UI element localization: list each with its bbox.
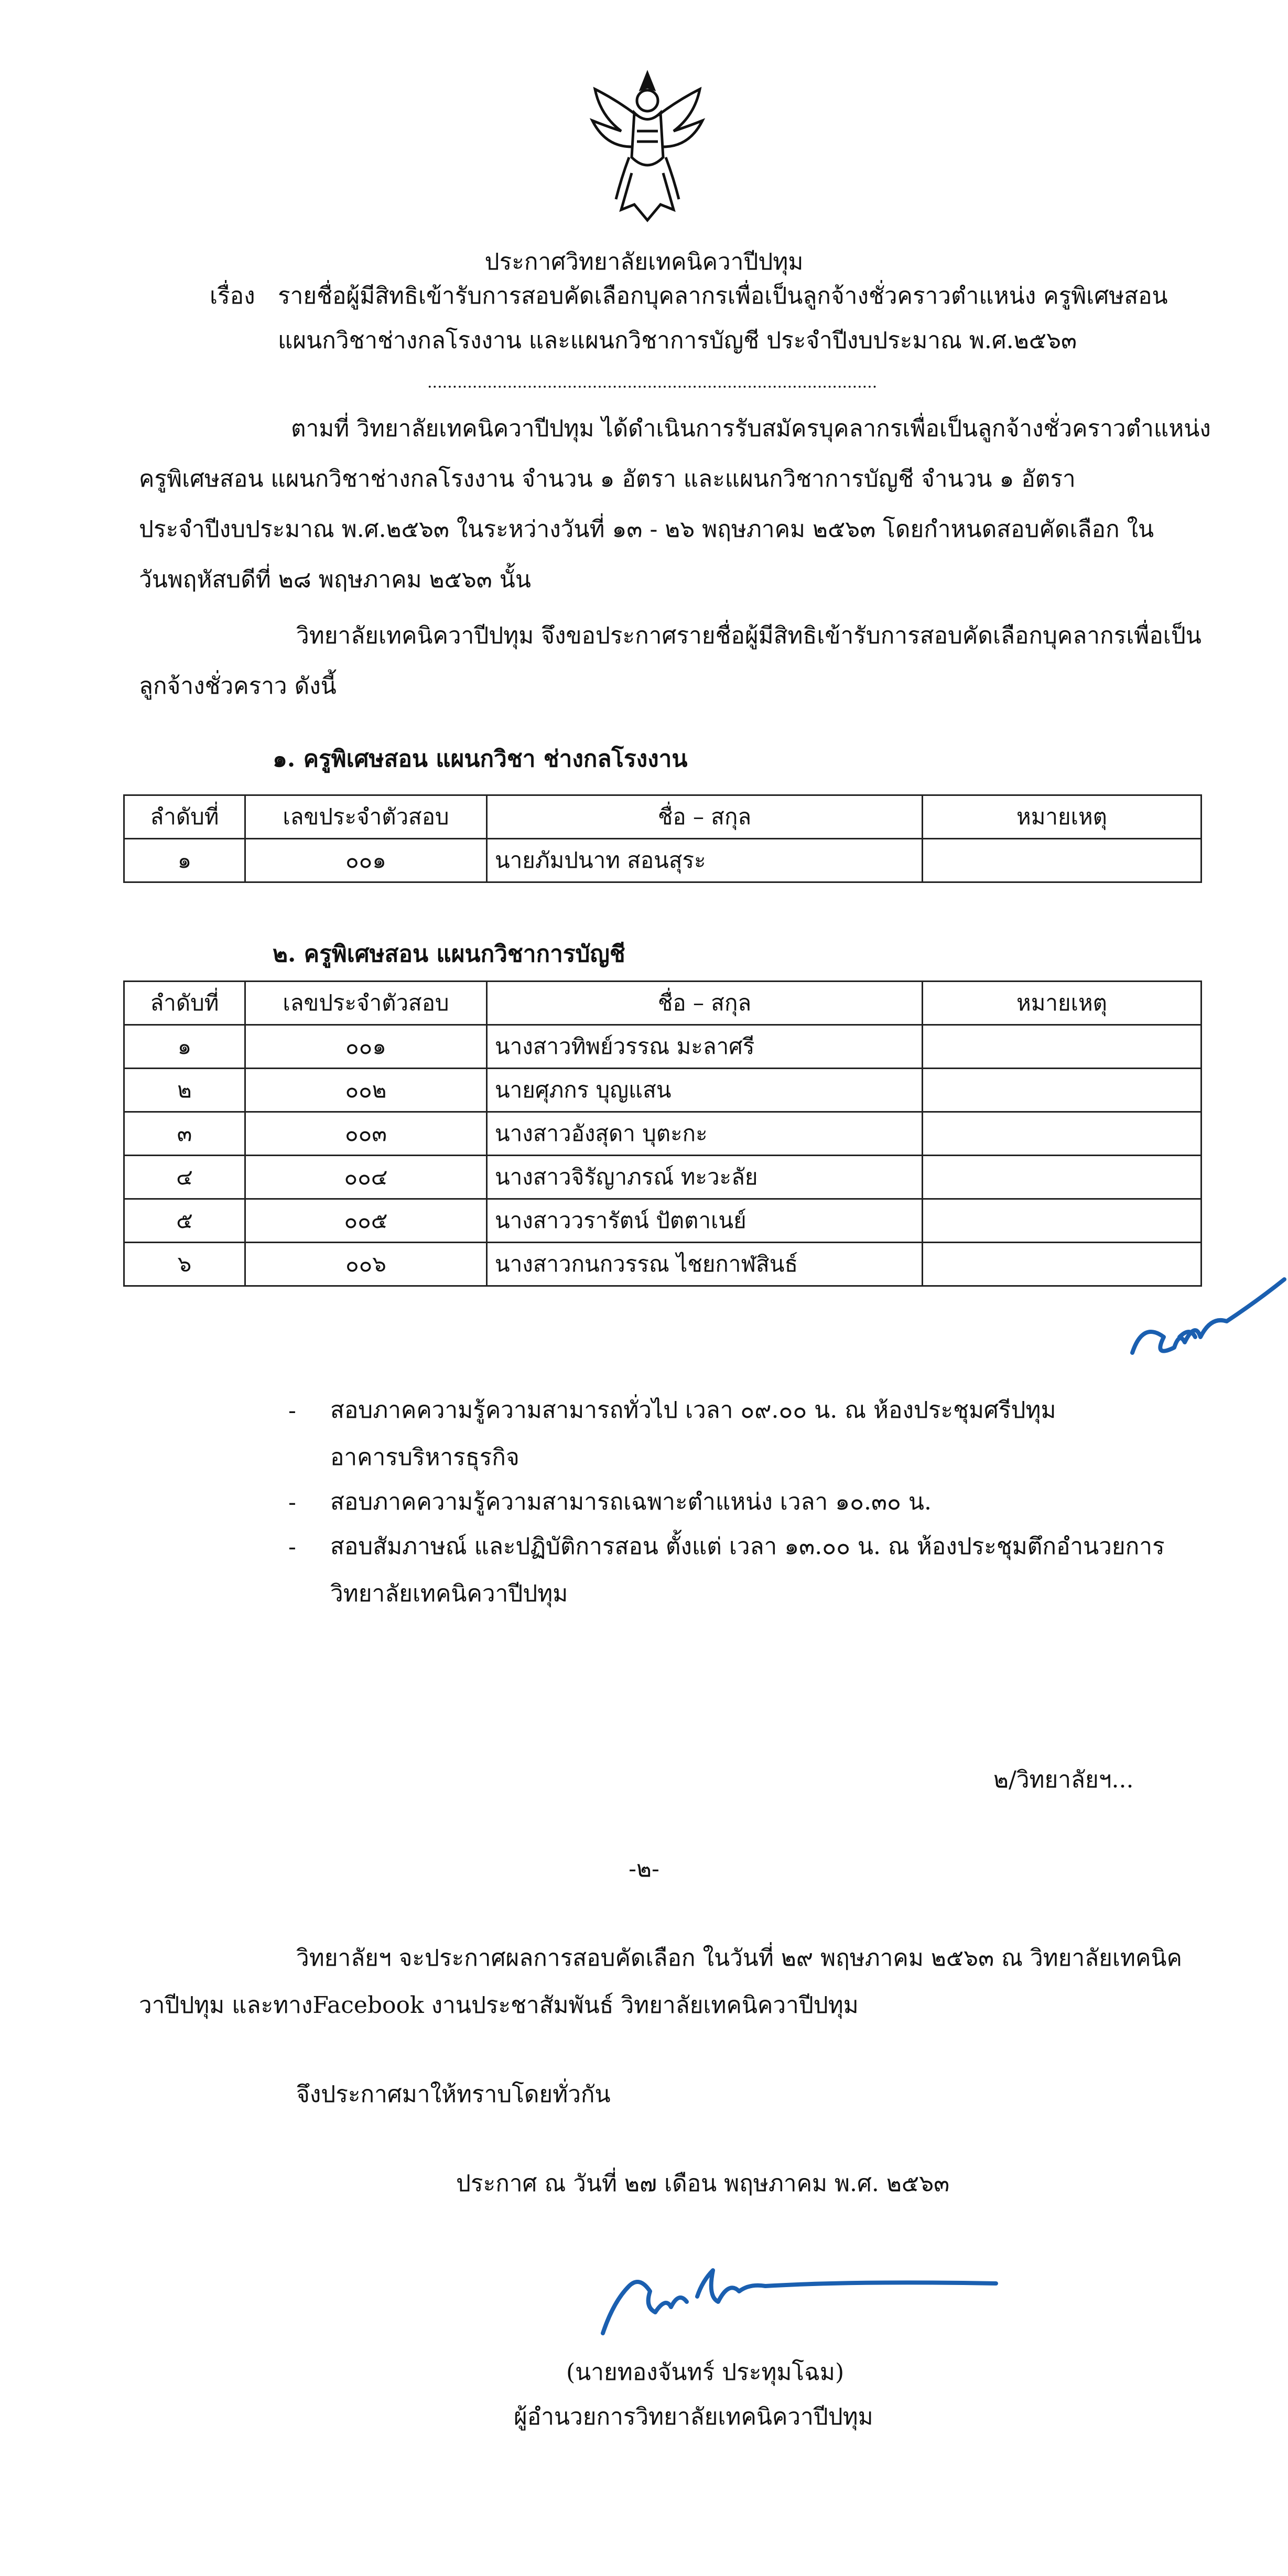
header-order: ลำดับที่ [124,795,245,839]
announce-paragraph [139,611,1202,712]
cell-order: ๑ [124,839,245,882]
bullet-dash: - [288,1489,296,1516]
cell-name: นางสาววรารัตน์ ปัตตาเนย์ [487,1199,923,1243]
cell-remark [923,839,1202,882]
section-2-title: ๒. ครูพิเศษสอน แผนกวิชาการบัญชี [273,941,625,967]
bullet-1-line-1: สอบภาคความรู้ความสามารถทั่วไป เวลา ๐๙.๐๐ น. ณ ห้องประชุมศรีปทุม [330,1397,1056,1424]
announce-date: ประกาศ ณ วันที่ ๒๗ เดือน พฤษภาคม พ.ศ. ๒๕๖๓ [456,2170,950,2197]
signer-name: (นายทองจันทร์ ประทุมโฉม) [566,2359,845,2386]
cell-remark [923,1199,1202,1243]
initial-signature-icon [1122,1258,1288,1374]
bullet-2-line-1: สอบภาคความรู้ความสามารถเฉพาะตำแหน่ง เวลา ๑๐.๓๐ น. [330,1489,932,1515]
table-header-row [124,982,1202,1025]
cell-exam-no: ๐๐๕ [245,1199,487,1243]
table-header-row [124,795,1202,839]
cell-order: ๖ [124,1243,245,1286]
subject-line-2: แผนกวิชาช่างกลโรงงาน และแผนกวิชาการบัญชี ประจำปีงบประมาณ พ.ศ.๒๕๖๓ [278,327,1077,354]
bullet-dash: - [288,1397,296,1424]
cell-order: ๕ [124,1199,245,1243]
announcement-title: ประกาศวิทยาลัยเทคนิควาปีปทุม [484,249,804,275]
signer-title: ผู้อำนวยการวิทยาลัยเทคนิควาปีปทุม [514,2403,873,2430]
cell-exam-no: ๐๐๖ [245,1243,487,1286]
intro-line: ตามที่ วิทยาลัยเทคนิควาปีปทุม ได้ดำเนินการรับสมัครบุคลากรเพื่อเป็นลูกจ้างชั่วคราวตำแหน่ง [291,415,1211,442]
intro-line: ครูพิเศษสอน แผนกวิชาช่างกลโรงงาน จำนวน ๑ อัตรา และแผนกวิชาการบัญชี จำนวน ๑ อัตรา [139,466,1076,492]
page-number: -๒- [629,1856,659,1882]
subject-label: เรื่อง [210,283,255,309]
cell-order: ๔ [124,1156,245,1199]
table-row [124,1112,1202,1156]
bullet-3-line-1: สอบสัมภาษณ์ และปฏิบัติการสอน ตั้งแต่ เวลา ๑๓.๐๐ น. ณ ห้องประชุมตึกอำนวยการ [330,1533,1165,1560]
bullet-1-line-2: อาคารบริหารธุรกิจ [330,1444,519,1471]
section-1-title: ๑. ครูพิเศษสอน แผนกวิชา ช่างกลโรงงาน [273,746,688,772]
garuda-emblem [585,68,710,225]
intro-line: ประจำปีงบประมาณ พ.ศ.๒๕๖๓ ในระหว่างวันที่ ๑๓ - ๒๖ พฤษภาคม ๒๕๖๓ โดยกำหนดสอบคัดเลือก ใน [139,516,1154,543]
table-machine-shop [123,794,1202,883]
bullet-3-line-2: วิทยาลัยเทคนิควาปีปทุม [330,1580,568,1607]
intro-line: วันพฤหัสบดีที่ ๒๘ พฤษภาคม ๒๕๖๓ นั้น [139,566,531,593]
table-row [124,1243,1202,1286]
cell-order: ๓ [124,1112,245,1156]
cell-name: นางสาวทิพย์วรรณ มะลาศรี [487,1025,923,1069]
cell-exam-no: ๐๐๑ [245,839,487,882]
cell-order: ๒ [124,1069,245,1112]
cell-name: นายภัมปนาท สอนสุระ [487,839,923,882]
subject-line-1: รายชื่อผู้มีสิทธิเข้ารับการสอบคัดเลือกบุคลากรเพื่อเป็นลูกจ้างชั่วคราวตำแหน่ง ครูพิเศษสอน [278,283,1168,309]
intro-paragraph [139,404,1211,605]
header-name: ชื่อ – สกุล [487,795,923,839]
table-row [124,1199,1202,1243]
cell-exam-no: ๐๐๔ [245,1156,487,1199]
cell-exam-no: ๐๐๓ [245,1112,487,1156]
header-name: ชื่อ – สกุล [487,982,923,1025]
result-paragraph-line-1: วิทยาลัยฯ จะประกาศผลการสอบคัดเลือก ในวันที่ ๒๙ พฤษภาคม ๒๕๖๓ ณ วิทยาลัยเทคนิค [296,1945,1182,1971]
garuda-emblem-icon [585,68,710,225]
cell-name: นางสาวอังสุดา บุตะกะ [487,1112,923,1156]
table-row [124,1156,1202,1199]
table-row [124,1025,1202,1069]
result-paragraph-line-2: วาปีปทุม และทางFacebook งานประชาสัมพันธ์ วิทยาลัยเทคนิควาปีปทุม [139,1992,859,2019]
announce-line: วิทยาลัยเทคนิควาปีปทุม จึงขอประกาศรายชื่อผู้มีสิทธิเข้ารับการสอบคัดเลือกบุคลากรเพื่อเป็น [296,622,1202,649]
cell-exam-no: ๐๐๑ [245,1025,487,1069]
cell-name: นายศุภกร บุญแสน [487,1069,923,1112]
table-row [124,839,1202,882]
table-row [124,1069,1202,1112]
header-remark: หมายเหตุ [923,982,1202,1025]
bullet-dash: - [288,1534,296,1560]
cell-remark [923,1025,1202,1069]
header-divider: .......................................................................................... [427,373,878,392]
header-order: ลำดับที่ [124,982,245,1025]
announce-line: ลูกจ้างชั่วคราว ดังนี้ [139,673,337,699]
cell-order: ๑ [124,1025,245,1069]
cell-name: นางสาวกนกวรรณ ไชยกาฬสินธ์ [487,1243,923,1286]
header-remark: หมายเหตุ [923,795,1202,839]
cell-exam-no: ๐๐๒ [245,1069,487,1112]
cell-remark [923,1069,1202,1112]
announce-closing: จึงประกาศมาให้ทราบโดยทั่วกัน [296,2081,611,2108]
continued-marker: ๒/วิทยาลัยฯ... [993,1766,1134,1793]
director-signature-icon [592,2234,1012,2338]
cell-remark [923,1112,1202,1156]
cell-remark [923,1156,1202,1199]
cell-name: นางสาวจิรัญาภรณ์ ทะวะลัย [487,1156,923,1199]
table-accounting [123,980,1202,1287]
header-exam-no: เลขประจำตัวสอบ [245,982,487,1025]
header-exam-no: เลขประจำตัวสอบ [245,795,487,839]
